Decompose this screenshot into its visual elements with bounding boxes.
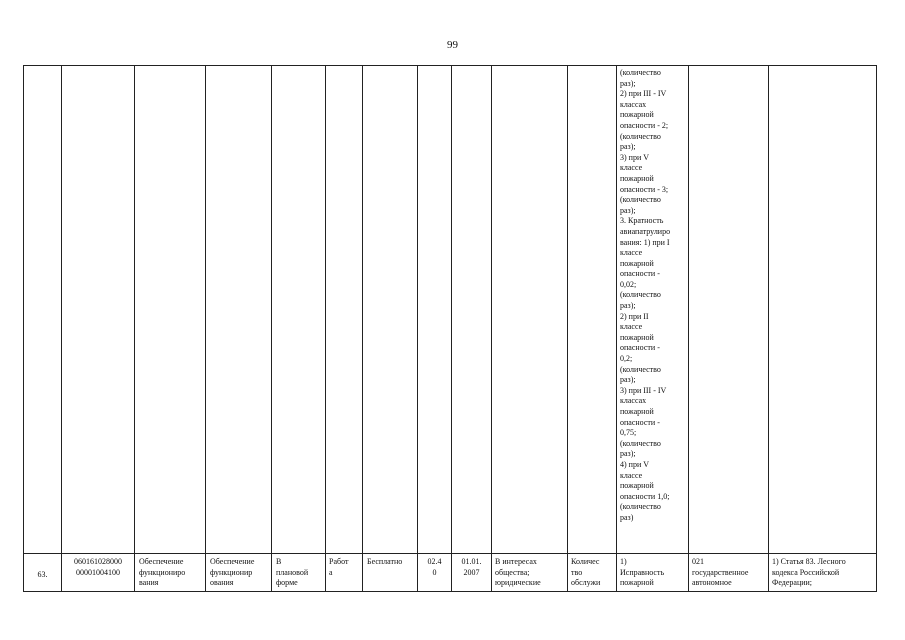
indicator-line: 3. Кратность [620, 216, 664, 226]
indicator-line: раз); [620, 375, 636, 385]
column-divider [616, 66, 617, 591]
indicator-line: авиапатрулиро [620, 226, 671, 236]
indicator-line: пожарной [620, 332, 654, 342]
indicator-line: (количество [620, 364, 661, 374]
column-divider [417, 66, 418, 591]
page-number: 99 [447, 39, 458, 51]
indicator-line: 2) при II [620, 311, 649, 321]
quantity-cell: Количес тво обслужи [571, 557, 601, 588]
indicator-line: вания: 1) при I [620, 237, 670, 247]
indicator-line: (количество [620, 438, 661, 448]
indicator-line: 3) при V [620, 152, 650, 162]
indicator-line: классе [620, 322, 643, 332]
indicator-line: (количество [620, 290, 661, 300]
service-name-cell: Обеспечение функциониро вания [139, 557, 186, 588]
indicator-line: пожарной [620, 407, 654, 416]
indicator-line: опасности - [620, 343, 660, 353]
indicator-line: (количество [620, 502, 661, 512]
legal-basis-cell: 1) Статья 83. Лесного кодекса Российской Федерации; [772, 557, 846, 588]
indicator-line: 3) при III - IV [620, 385, 667, 395]
indicator-line: пожарной [620, 110, 654, 120]
indicator-line: классах [620, 396, 647, 406]
indicator-line: раз); [620, 205, 636, 215]
indicator-line: пожарной [620, 481, 654, 491]
indicator-line: (количество [620, 68, 661, 77]
service-type-cell: Работ а [329, 557, 349, 577]
indicator-line: 0,02; [620, 279, 637, 289]
row-divider [24, 553, 876, 554]
indicator-line: опасности - [620, 417, 660, 427]
column-divider [362, 66, 363, 591]
indicator-line: опасности - [620, 269, 660, 279]
indicator-line: пожарной [620, 173, 654, 183]
column-divider [134, 66, 135, 591]
indicator-line: (количество [620, 131, 661, 141]
column-divider [205, 66, 206, 591]
row-number: 63. [37, 570, 48, 579]
service-content-cell: Обеспечение функционир ования [210, 557, 255, 588]
column-divider [325, 66, 326, 591]
indicator-line: раз); [620, 78, 636, 88]
indicator-continued-cell [620, 68, 688, 552]
indicator-line: раз); [620, 449, 636, 459]
indicator-line: пожарной [620, 258, 654, 268]
date-cell: 01.01. 2007 [461, 557, 482, 577]
column-divider [567, 66, 568, 591]
indicator-line: классе [620, 470, 643, 480]
indicator-line: 4) при V [620, 459, 650, 469]
indicator-line: опасности 1,0; [620, 491, 670, 501]
column-divider [688, 66, 689, 591]
price-cell: Бесплатно [367, 557, 403, 566]
column-divider [61, 66, 62, 591]
indicator-line: классе [620, 163, 643, 173]
indicator-line: раз) [620, 512, 634, 522]
indicator-cell: 1) Исправность пожарной [620, 557, 665, 588]
registry-code: 060161028000 00001004100 [74, 557, 122, 577]
indicator-line: классе [620, 248, 643, 258]
indicator-line: 0,75; [620, 428, 637, 438]
service-form-cell: В плановой форме [276, 557, 309, 588]
column-divider [451, 66, 452, 591]
indicator-line: (количество [620, 195, 661, 205]
indicator-line: 2) при III - IV [620, 89, 667, 99]
column-divider [491, 66, 492, 591]
column-divider [271, 66, 272, 591]
indicator-line: опасности - 3; [620, 184, 669, 194]
code-cell: 02.4 0 [427, 557, 442, 577]
column-divider [768, 66, 769, 591]
institution-cell: 021 государственное автономное [692, 557, 749, 588]
indicator-line: раз); [620, 142, 636, 152]
indicator-line: опасности - 2; [620, 120, 669, 130]
registry-table [23, 65, 877, 592]
indicator-line: раз); [620, 301, 636, 311]
consumers-cell: В интересах общества; юридические [495, 557, 541, 588]
indicator-line: 0,2; [620, 354, 633, 364]
indicator-line: классах [620, 99, 647, 109]
